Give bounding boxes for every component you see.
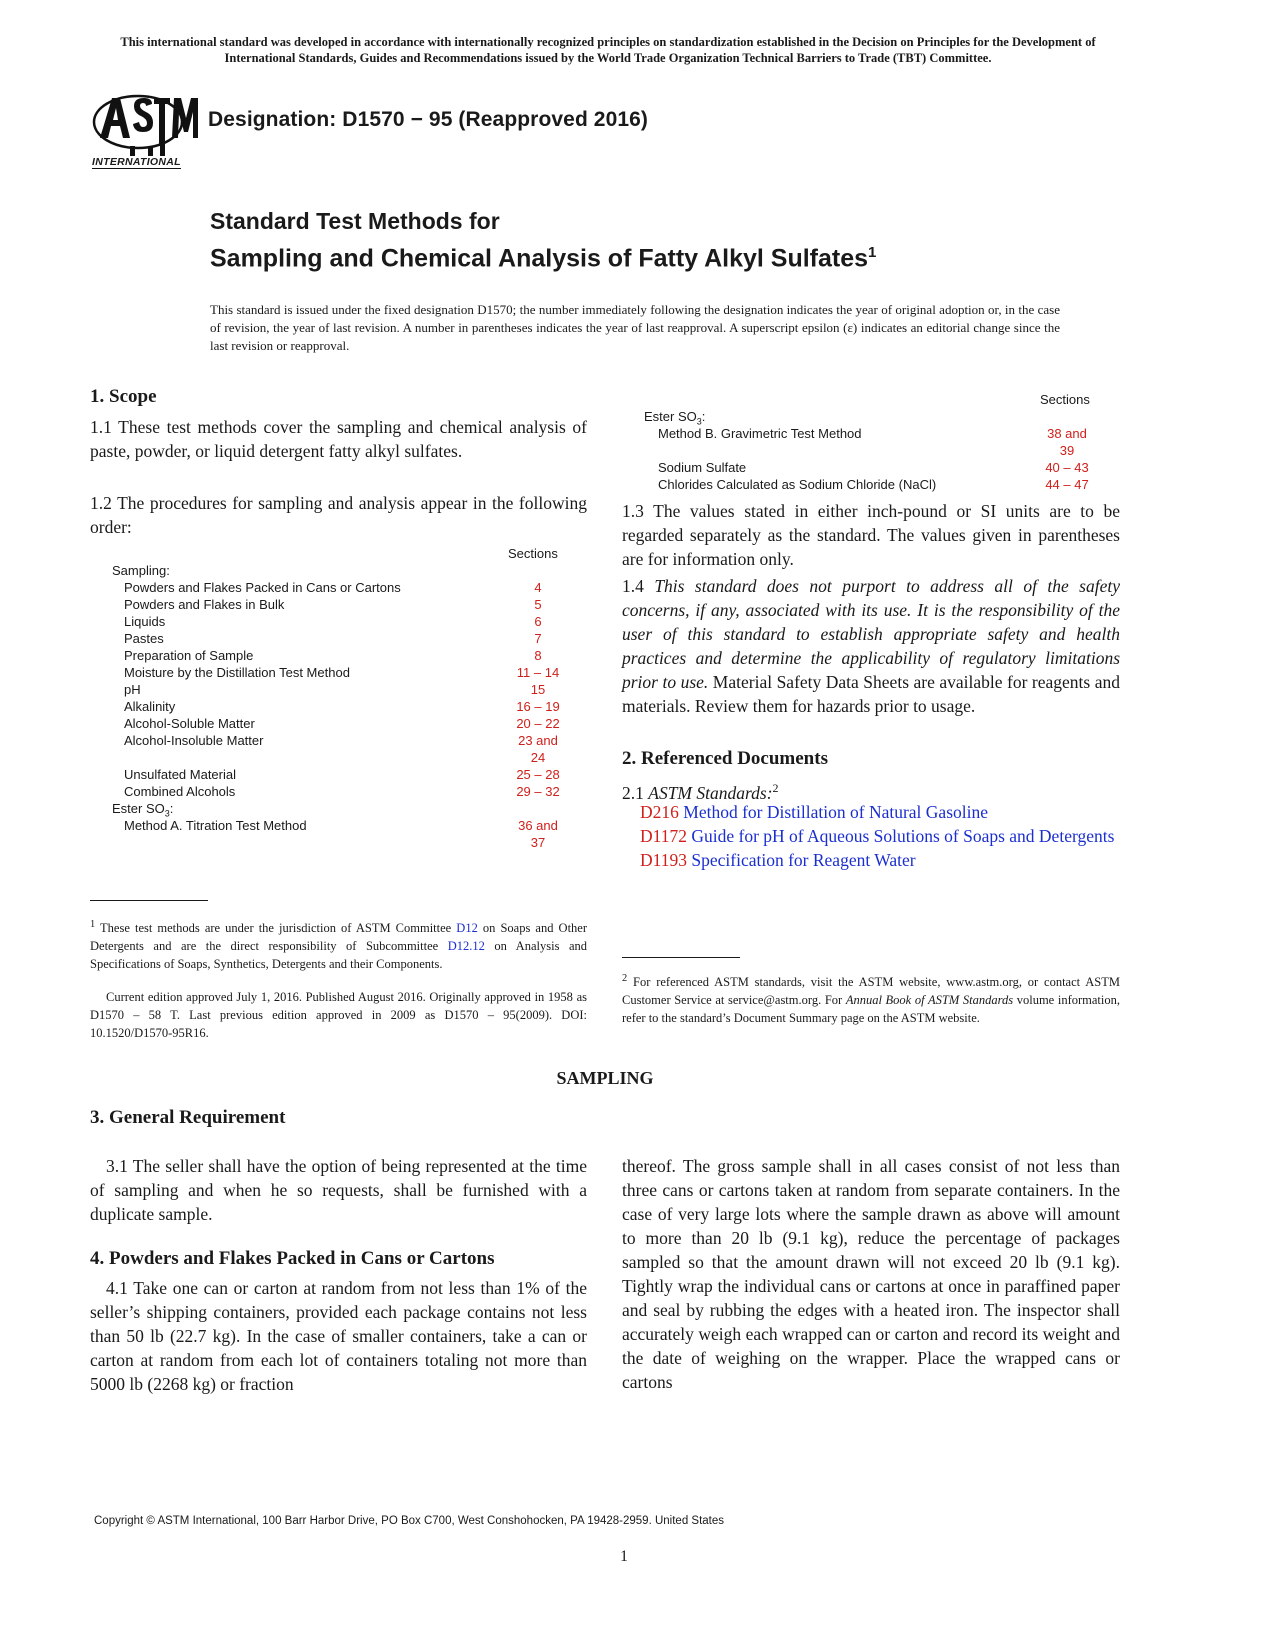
toc-item: Alcohol-Soluble Matter — [124, 716, 255, 731]
sections-label: Sections — [1040, 392, 1090, 407]
refdocs-heading: 2. Referenced Documents — [622, 748, 828, 769]
toc-item: Unsulfated Material — [124, 767, 236, 782]
toc-section[interactable]: 40 – 43 — [1045, 460, 1089, 475]
toc-item — [112, 801, 609, 819]
para-2-1-number: 2.1 — [622, 782, 649, 803]
toc-item-ester: Ester SO — [644, 409, 697, 424]
toc-item: Method B. Gravimetric Test Method — [658, 426, 862, 441]
footnote-1-edition: Current edition approved July 1, 2016. Published August 2016. Originally approved in 1958 as D1570 – 58 T. Last previous edition approved in 2009 as D1570 – 95(2009). DOI: 10.1520/D1570-95R16. — [90, 990, 587, 1040]
toc-section[interactable]: 6 — [534, 614, 542, 629]
footnote-1-text: on Soaps and Other Detergents and are the direct responsibility of Subcommittee — [90, 921, 587, 954]
ester-subscript: 3 — [696, 416, 702, 427]
footnote-rule — [622, 957, 740, 958]
toc-section[interactable]: 25 – 28 — [516, 767, 560, 782]
para-1-4-number: 1.4 — [622, 576, 655, 596]
title-line-2-text: Sampling and Chemical Analysis of Fatty Alkyl Sulfates — [210, 244, 869, 273]
footnote-2-text: For referenced ASTM standards, visit the ASTM website, www.astm.org, or contact ASTM Customer Service at service@astm.org. For — [622, 975, 1120, 1008]
para-1-1: 1.1 These test methods cover the sampling and chemical analysis of paste, powder, or liquid detergent fatty alkyl sulfates. — [90, 417, 587, 461]
footnote-2-number: 2 — [622, 973, 628, 984]
scope-heading: 1. Scope — [90, 386, 157, 407]
copyright-footer: Copyright © ASTM International, 100 Barr Harbor Drive, PO Box C700, West Conshohocken, PA 19428-2959. United States — [94, 1515, 725, 1527]
title-footnote-ref: 1 — [868, 244, 877, 261]
ester-colon: : — [169, 801, 174, 816]
toc-item: Sampling: — [112, 563, 170, 578]
reference-code[interactable]: D1172 — [640, 826, 687, 846]
toc-item: pH — [124, 682, 141, 697]
toc-section[interactable]: 15 — [530, 682, 546, 697]
intro-note: This standard is issued under the fixed designation D1570; the number immediately following the designation indicates the year of original adoption or, in the case of revision, the year of last revision. A number in parentheses indicates the year of last reapproval. A superscript epsilon (ε) indicates an editorial change since the last revision or reapproval. — [210, 302, 1060, 353]
toc-item: Liquids — [124, 614, 166, 629]
reference-item[interactable] — [640, 800, 1120, 824]
toc-item — [644, 409, 1142, 427]
toc-section[interactable]: 20 – 22 — [516, 716, 560, 731]
general-requirement-heading: 3. General Requirement — [90, 1107, 286, 1128]
toc-right — [622, 392, 1120, 496]
para-1-3: 1.3 The values stated in either inch-pound or SI units are to be regarded separately as the standard. The values given in parentheses are for information only. — [622, 501, 1120, 569]
page-title — [210, 205, 876, 274]
footnote-1-text: These test methods are under the jurisdiction of ASTM Committee — [95, 921, 457, 936]
toc-item: Pastes — [124, 631, 164, 646]
toc-item: Alkalinity — [124, 699, 176, 714]
toc-item: Sodium Sulfate — [658, 460, 747, 475]
toc-item: Powders and Flakes Packed in Cans or Cartons — [124, 580, 401, 595]
sections-label: Sections — [508, 546, 558, 561]
wto-notice: This international standard was developed in accordance with internationally recognized principles on standardization established in the Decision on Principles for the Development of International Standards, Guides and Recommendations issued by the World Trade Organization Technical Barriers to Trade (TBT) Committee. — [120, 35, 1096, 65]
toc-section[interactable]: 16 – 19 — [516, 699, 560, 714]
footnote-1-number: 1 — [90, 919, 96, 930]
toc-section[interactable]: 38 and — [1047, 426, 1087, 441]
toc-item: Moisture by the Distillation Test Method — [124, 665, 350, 680]
reference-code[interactable]: D1193 — [640, 850, 687, 870]
toc-item: Powders and Flakes in Bulk — [124, 597, 285, 612]
toc-section[interactable]: 36 and — [518, 818, 558, 833]
safety-caveat: This standard does not purport to address all of the safety concerns, if any, associated with its use. It is the responsibility of the user of this standard to establish appropriate safety and health practices and determine the applicability of regulatory limitations prior to use. — [622, 576, 1121, 692]
toc-section[interactable]: 23 and — [518, 733, 558, 748]
toc-left — [90, 546, 587, 856]
toc-section[interactable]: 5 — [534, 597, 542, 612]
reference-item[interactable] — [640, 848, 1120, 872]
toc-section[interactable]: 39 — [1059, 443, 1075, 458]
toc-item: Combined Alcohols — [124, 784, 236, 799]
toc-item-ester: Ester SO — [112, 801, 165, 816]
footnote-2 — [622, 970, 1120, 1027]
toc-item: Alcohol-Insoluble Matter — [124, 733, 264, 748]
toc-item: Chlorides Calculated as Sodium Chloride (NaCl) — [658, 477, 937, 492]
toc-item: Preparation of Sample — [124, 648, 254, 663]
astm-logo — [90, 84, 200, 176]
powders-heading: 4. Powders and Flakes Packed in Cans or Cartons — [90, 1248, 495, 1269]
footnote-1 — [90, 916, 587, 973]
reference-list — [640, 800, 1120, 872]
footnote-1-text: on Analysis and Specifications of Soaps, Synthetics, Detergents and their Components. — [90, 939, 587, 972]
annual-book-title: Annual Book of ASTM Standards — [845, 993, 1014, 1008]
reference-title[interactable]: Method for Distillation of Natural Gasoline — [678, 802, 988, 822]
page-number: 1 — [620, 1548, 628, 1565]
para-3-1: 3.1 The seller shall have the option of being represented at the time of sampling and when he so requests, shall be furnished with a duplicate sample. — [90, 1156, 587, 1224]
toc-section[interactable]: 11 – 14 — [516, 665, 560, 680]
toc-section[interactable]: 37 — [530, 835, 546, 850]
designation: Designation: D1570 − 95 (Reapproved 2016) — [208, 108, 649, 131]
ester-colon: : — [701, 409, 706, 424]
footnote-2-ref: 2 — [772, 781, 779, 795]
para-1-2: 1.2 The procedures for sampling and analysis appear in the following order: — [90, 493, 587, 537]
toc-section[interactable]: 7 — [534, 631, 542, 646]
toc-item: Method A. Titration Test Method — [124, 818, 307, 833]
toc-section[interactable]: 29 – 32 — [516, 784, 560, 799]
reference-code[interactable]: D216 — [640, 802, 679, 822]
footnote-rule — [90, 900, 208, 901]
title-line-1: Standard Test Methods for — [210, 208, 500, 234]
para-1-4 — [622, 574, 1120, 718]
astm-standards-label: ASTM Standards: — [648, 782, 773, 803]
para-1-4-text: Material Safety Data Sheets are available for reagents and materials. Review them for hazards prior to usage. — [622, 672, 1120, 716]
ester-subscript: 3 — [164, 808, 170, 819]
toc-section[interactable]: 8 — [534, 648, 542, 663]
title-line-2 — [210, 237, 876, 274]
committee-link[interactable]: D12 — [456, 921, 478, 936]
para-4-1-continued: thereof. The gross sample shall in all cases consist of not less than three cans or cartons taken at random from separate containers. In the case of very large lots where the sample drawn as above will amount to more than 20 lb (9.1 kg), reduce the percentage of packages sampled so that the amount drawn will not exceed 20 lb (9.1 kg). Tightly wrap the individual cans or cartons at once in paraffined paper and seal by rubbing the edges with a heated iron. The inspector shall accurately weigh each wrapped can or carton and record its weight and the date of weighing on the wrapper. Place the wrapped cans or cartons — [622, 1156, 1120, 1392]
toc-section[interactable]: 4 — [534, 580, 542, 595]
subcommittee-link[interactable]: D12.12 — [447, 939, 485, 954]
logo-text: INTERNATIONAL — [92, 156, 181, 168]
footnote-2-text: volume information, refer to the standard’s Document Summary page on the ASTM website. — [622, 993, 1120, 1026]
reference-title[interactable]: Specification for Reagent Water — [687, 850, 916, 870]
toc-section[interactable]: 24 — [530, 750, 546, 765]
para-4-1: 4.1 Take one can or carton at random from not less than 1% of the seller’s shipping containers, provided each package contains not less than 50 lb (22.7 kg). In the case of smaller containers, take a can or carton at random from each lot of containers totaling not more than 5000 lb (2268 kg) or fraction — [90, 1278, 587, 1394]
reference-item[interactable] — [640, 824, 1120, 848]
reference-title[interactable]: Guide for pH of Aqueous Solutions of Soaps and Detergents — [687, 826, 1115, 846]
toc-section[interactable]: 44 – 47 — [1045, 477, 1089, 492]
sampling-heading: SAMPLING — [556, 1068, 654, 1088]
